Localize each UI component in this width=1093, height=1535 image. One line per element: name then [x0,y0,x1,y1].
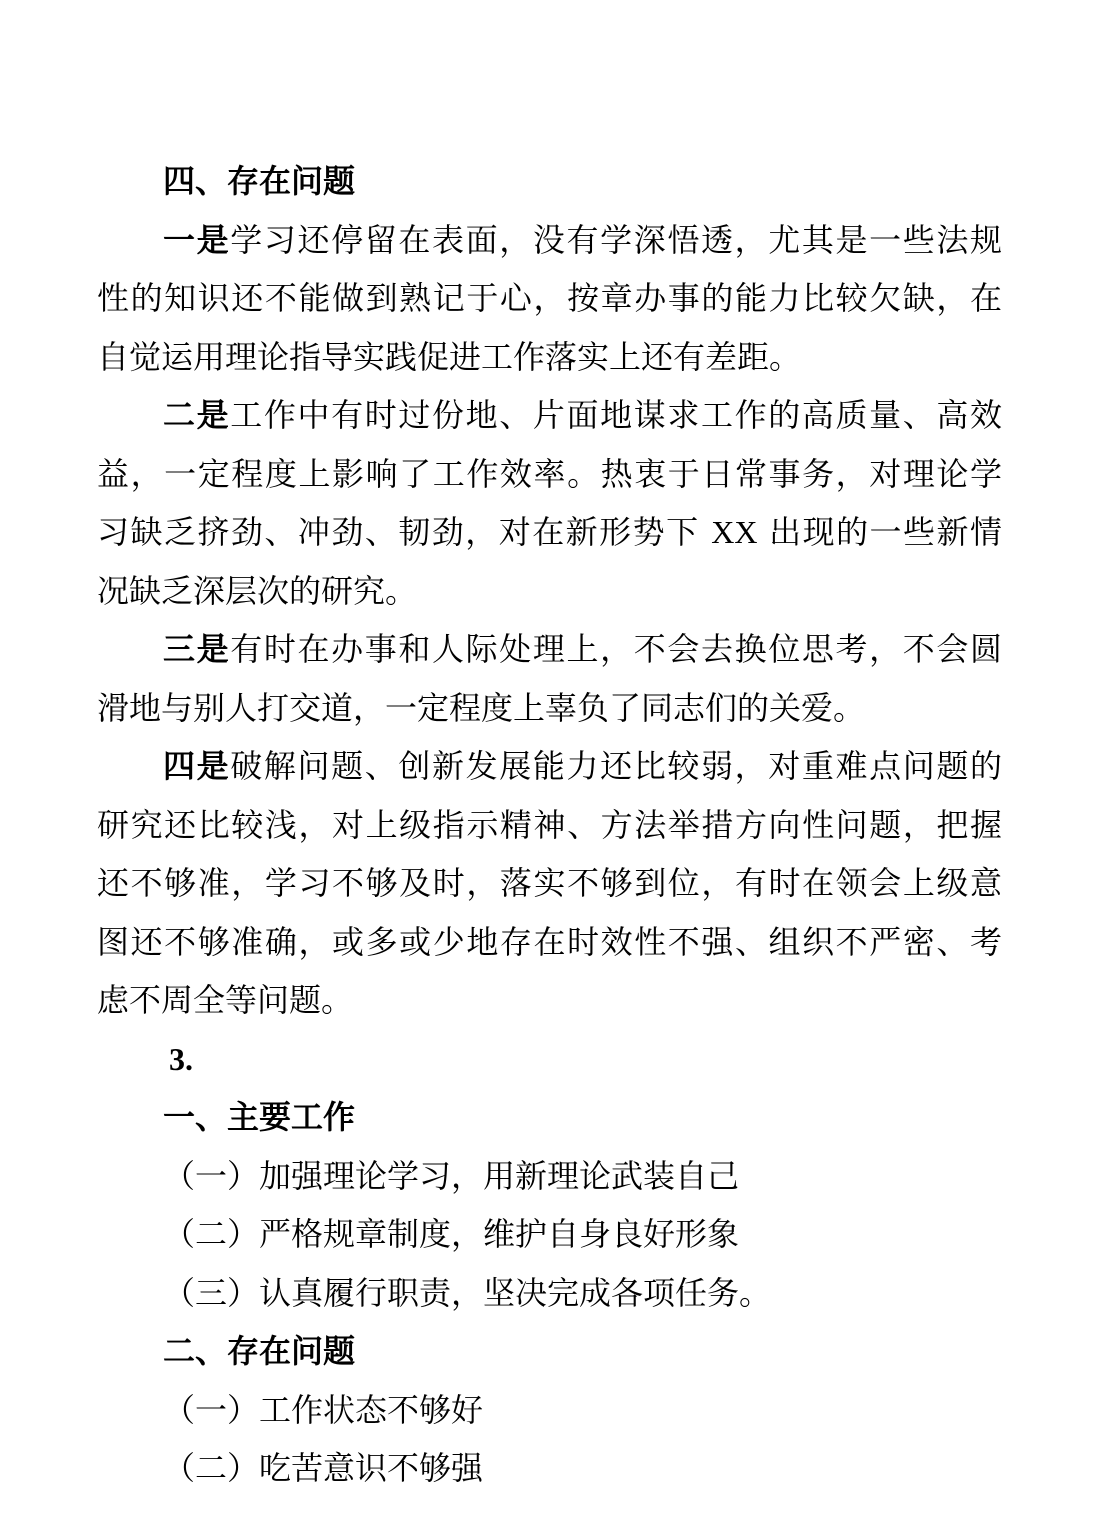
paragraph-item-4 [97,737,1002,1030]
paragraph-line [97,737,1002,796]
paragraph-item-2 [97,386,1002,620]
paragraph-text: 有时在办事和人际处理上，不会去换位思考，不会圆 [230,630,1002,668]
paragraph-line: 图还不够准确，或多或少地存在时效性不强、组织不严密、考 [97,922,1002,961]
section-number: 3. [169,1040,193,1077]
paragraph-line: 还不够准，学习不够及时，落实不够到位，有时在领会上级意 [97,864,1002,902]
list-item: （二）严格规章制度，维护自身良好形象 [163,1215,740,1253]
paragraph-line [97,503,1002,562]
paragraph-lead: 二是 [163,396,231,434]
paragraph-item-3 [97,620,1002,737]
paragraph-text: 习缺乏挤劲、冲劲、韧劲，对在新形势下 [97,513,700,551]
paragraph-text: 出现的一些新情 [769,513,1002,551]
paragraph-line: 研究还比较浅，对上级指示精神、方法举措方向性问题，把握 [97,805,1002,844]
paragraph-lead: 一是 [163,220,231,259]
paragraph-line [97,211,1002,270]
paragraph-item-1 [97,211,1002,387]
paragraph-lead: 四是 [163,747,231,785]
list-item: （二）吃苦意识不够强 [163,1449,484,1487]
section-heading-problems: 四、存在问题 [163,162,356,200]
paragraph-line [97,386,1002,445]
paragraph-line: 自觉运用理论指导实践促进工作落实上还有差距。 [97,337,802,376]
paragraph-text: 破解问题、创新发展能力还比较弱，对重难点问题的 [230,747,1002,785]
paragraph-lead: 三是 [163,630,231,668]
list-item: （三）认真履行职责，坚决完成各项任务。 [163,1273,772,1312]
paragraph-line: 益，一定程度上影响了工作效率。热衷于日常事务，对理论学 [97,454,1002,493]
paragraph-line: 虑不周全等问题。 [97,981,354,1019]
paragraph-text-latin: XX [711,514,758,550]
list-item: （一）加强理论学习，用新理论武装自己 [163,1156,740,1195]
paragraph-text: 工作中有时过份地、片面地谋求工作的高质量、高效 [230,396,1002,434]
paragraph-line: 况缺乏深层次的研究。 [97,571,418,610]
paragraph-line: 滑地与别人打交道，一定程度上辜负了同志们的关爱。 [97,688,866,727]
paragraph-line: 性的知识还不能做到熟记于心，按章办事的能力比较欠缺，在 [97,279,1002,317]
section-heading-issues: 二、存在问题 [163,1332,356,1370]
list-item: （一）工作状态不够好 [163,1390,484,1429]
section-heading-main-work: 一、主要工作 [163,1098,356,1136]
document-body [97,152,1002,1498]
paragraph-line [97,620,1002,679]
paragraph-text: 学习还停留在表面，没有学深悟透，尤其是一些法规 [230,220,1002,259]
